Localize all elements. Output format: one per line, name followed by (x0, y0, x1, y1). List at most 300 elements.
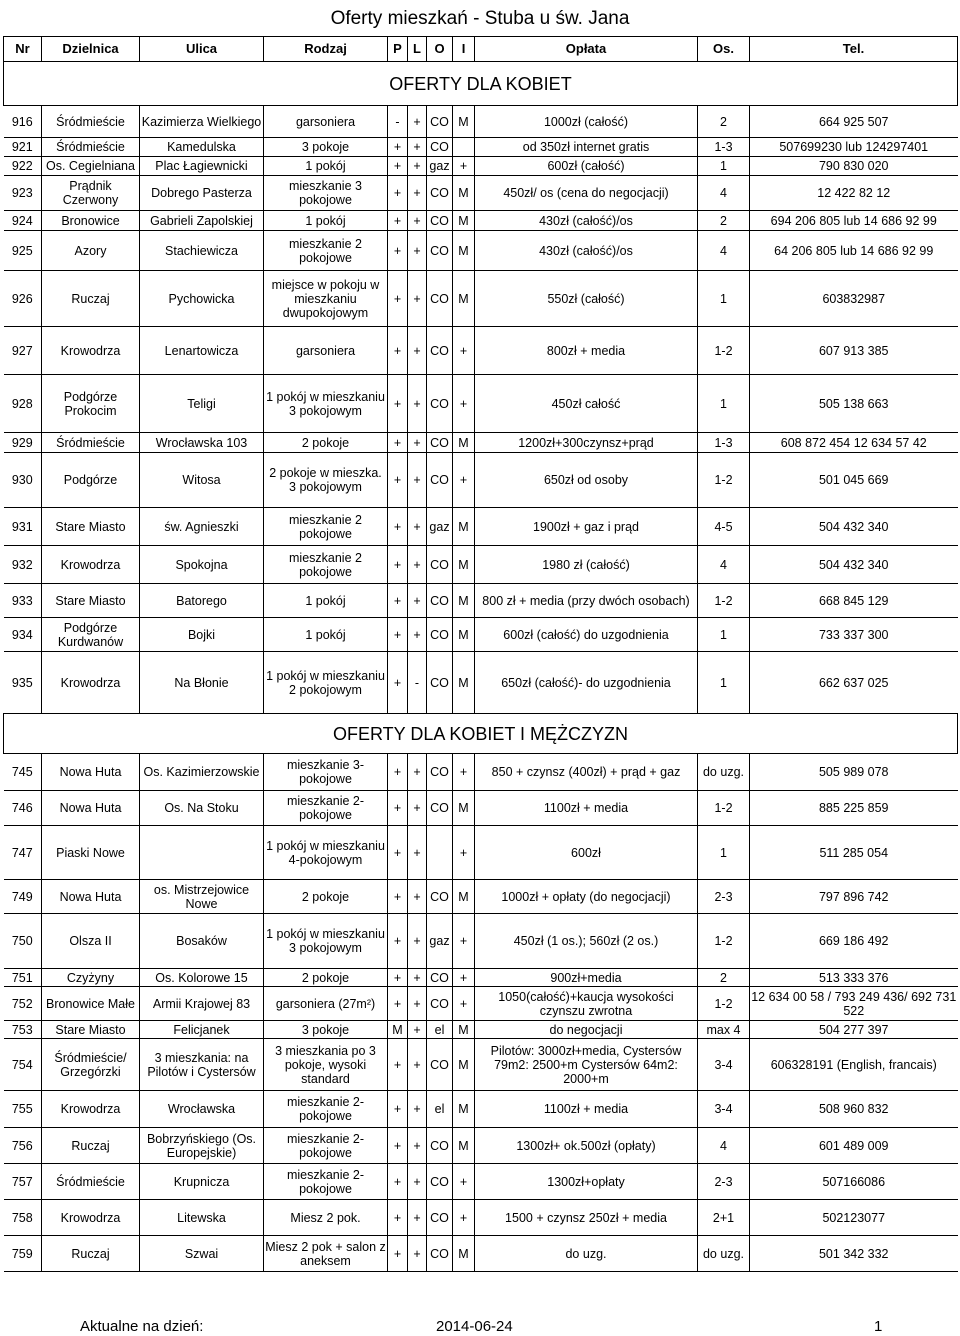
cell-nr: 745 (4, 754, 42, 791)
table-row (4, 1021, 958, 1039)
cell-street: Kazimierza Wielkiego (140, 106, 264, 138)
cell-p: + (388, 1164, 408, 1200)
cell-phone: 501 045 669 (750, 453, 958, 508)
cell-phone: 507699230 lub 124297401 (750, 138, 958, 157)
cell-fee: 1050(całość)+kaucja wysokości czynszu zwrotna (475, 987, 698, 1021)
column-header-street: Ulica (140, 37, 264, 62)
cell-o: CO (427, 231, 453, 271)
cell-i: + (453, 754, 475, 791)
cell-o: CO (427, 1236, 453, 1272)
cell-type: Miesz 2 pok + salon z aneksem (264, 1236, 388, 1272)
cell-type: 1 pokój (264, 584, 388, 618)
cell-nr: 746 (4, 791, 42, 826)
cell-fee: 600zł (całość) (475, 157, 698, 176)
cell-phone: 504 277 397 (750, 1021, 958, 1039)
cell-district: Nowa Huta (42, 880, 140, 914)
cell-nr: 933 (4, 584, 42, 618)
table-row (4, 584, 958, 618)
cell-o: CO (427, 327, 453, 375)
table-row (4, 1164, 958, 1200)
cell-l: + (408, 157, 427, 176)
cell-phone: 513 333 376 (750, 969, 958, 987)
cell-persons: do uzg. (698, 1236, 750, 1272)
table-body (4, 62, 958, 1272)
cell-i (453, 138, 475, 157)
cell-fee: 800 zł + media (przy dwóch osobach) (475, 584, 698, 618)
footer-date: 2014-06-24 (436, 1318, 513, 1335)
cell-district: Stare Miasto (42, 584, 140, 618)
cell-district: Nowa Huta (42, 754, 140, 791)
cell-phone: 501 342 332 (750, 1236, 958, 1272)
cell-l: + (408, 618, 427, 652)
cell-l: + (408, 327, 427, 375)
cell-type: miejsce w pokoju w mieszkaniu dwupokojowym (264, 271, 388, 327)
cell-type: 3 pokoje (264, 138, 388, 157)
cell-phone: 606328191 (English, francais) (750, 1039, 958, 1091)
cell-i: M (453, 231, 475, 271)
table-row (4, 375, 958, 433)
cell-persons: 1 (698, 375, 750, 433)
column-header-o: O (427, 37, 453, 62)
cell-district: Ruczaj (42, 1128, 140, 1164)
cell-street (140, 826, 264, 880)
cell-nr: 934 (4, 618, 42, 652)
cell-street: Batorego (140, 584, 264, 618)
cell-l: + (408, 584, 427, 618)
cell-p: + (388, 453, 408, 508)
cell-street: 3 mieszkania: na Pilotów i Cystersów (140, 1039, 264, 1091)
cell-l: + (408, 211, 427, 231)
cell-street: Lenartowicza (140, 327, 264, 375)
table-row (4, 138, 958, 157)
cell-persons: 3-4 (698, 1091, 750, 1128)
cell-i: M (453, 433, 475, 453)
cell-p: + (388, 157, 408, 176)
cell-p: + (388, 969, 408, 987)
cell-phone: 607 913 385 (750, 327, 958, 375)
cell-o: CO (427, 880, 453, 914)
cell-o: CO (427, 618, 453, 652)
cell-persons: 1-2 (698, 914, 750, 969)
cell-street: Kamedulska (140, 138, 264, 157)
column-header-type: Rodzaj (264, 37, 388, 62)
cell-district: Stare Miasto (42, 508, 140, 546)
header-row (4, 37, 958, 62)
cell-phone: 508 960 832 (750, 1091, 958, 1128)
cell-type: Miesz 2 pok. (264, 1200, 388, 1236)
cell-o (427, 826, 453, 880)
cell-o: CO (427, 453, 453, 508)
cell-l: + (408, 1200, 427, 1236)
cell-o: CO (427, 176, 453, 211)
cell-nr: 747 (4, 826, 42, 880)
cell-fee: do uzg. (475, 1236, 698, 1272)
cell-phone: 504 432 340 (750, 508, 958, 546)
cell-district: Ruczaj (42, 271, 140, 327)
cell-i: + (453, 1200, 475, 1236)
cell-p: - (388, 106, 408, 138)
cell-phone: 502123077 (750, 1200, 958, 1236)
cell-street: Bobrzyńskiego (Os. Europejskie) (140, 1128, 264, 1164)
cell-type: 1 pokój w mieszkaniu 2 pokojowym (264, 652, 388, 714)
cell-fee: 650zł od osoby (475, 453, 698, 508)
cell-o: CO (427, 375, 453, 433)
cell-type: 2 pokoje (264, 969, 388, 987)
cell-type: garsoniera (264, 106, 388, 138)
cell-district: Azory (42, 231, 140, 271)
cell-p: + (388, 1200, 408, 1236)
cell-fee: 1100zł + media (475, 791, 698, 826)
cell-street: Armii Krajowej 83 (140, 987, 264, 1021)
cell-i: + (453, 987, 475, 1021)
cell-p: + (388, 375, 408, 433)
cell-i: M (453, 106, 475, 138)
cell-persons: 4 (698, 546, 750, 584)
cell-p: + (388, 880, 408, 914)
cell-persons: 2 (698, 969, 750, 987)
cell-p: + (388, 987, 408, 1021)
cell-i: M (453, 546, 475, 584)
cell-district: Olsza II (42, 914, 140, 969)
cell-type: mieszkanie 3 pokojowe (264, 176, 388, 211)
cell-phone: 511 285 054 (750, 826, 958, 880)
cell-o: gaz (427, 914, 453, 969)
cell-p: + (388, 1039, 408, 1091)
cell-type: mieszkanie 2 pokojowe (264, 508, 388, 546)
cell-phone: 504 432 340 (750, 546, 958, 584)
cell-phone: 664 925 507 (750, 106, 958, 138)
table-row (4, 453, 958, 508)
cell-street: św. Agnieszki (140, 508, 264, 546)
cell-type: mieszkanie 2-pokojowe (264, 1164, 388, 1200)
cell-i: M (453, 880, 475, 914)
cell-persons: 4 (698, 1128, 750, 1164)
cell-persons: 3-4 (698, 1039, 750, 1091)
cell-i: M (453, 508, 475, 546)
cell-o: CO (427, 271, 453, 327)
cell-l: + (408, 754, 427, 791)
cell-street: Stachiewicza (140, 231, 264, 271)
page-number: 1 (874, 1318, 883, 1335)
cell-type: 1 pokój (264, 618, 388, 652)
cell-district: Prądnik Czerwony (42, 176, 140, 211)
cell-l: + (408, 508, 427, 546)
cell-i: M (453, 584, 475, 618)
cell-l: + (408, 546, 427, 584)
cell-phone: 601 489 009 (750, 1128, 958, 1164)
table-row (4, 157, 958, 176)
table-row (4, 969, 958, 987)
cell-phone: 505 989 078 (750, 754, 958, 791)
table-row (4, 1091, 958, 1128)
cell-l: + (408, 1236, 427, 1272)
cell-fee: 430zł (całość)/os (475, 231, 698, 271)
cell-street: Litewska (140, 1200, 264, 1236)
cell-fee: 800zł + media (475, 327, 698, 375)
cell-i: M (453, 211, 475, 231)
cell-o: CO (427, 106, 453, 138)
cell-p: + (388, 1128, 408, 1164)
section-title: OFERTY DLA KOBIET (4, 62, 958, 106)
cell-o: gaz (427, 508, 453, 546)
cell-persons: 2+1 (698, 1200, 750, 1236)
cell-type: 2 pokoje w mieszka. 3 pokojowym (264, 453, 388, 508)
cell-persons: 1-2 (698, 327, 750, 375)
cell-l: + (408, 433, 427, 453)
cell-nr: 751 (4, 969, 42, 987)
cell-persons: 2 (698, 106, 750, 138)
cell-persons: 1 (698, 618, 750, 652)
cell-p: + (388, 176, 408, 211)
cell-o: CO (427, 1039, 453, 1091)
cell-l: + (408, 987, 427, 1021)
cell-fee: Pilotów: 3000zł+media, Cystersów 79m2: 2500+m Cystersów 64m2: 2000+m (475, 1039, 698, 1091)
cell-l: + (408, 176, 427, 211)
table-row (4, 1236, 958, 1272)
table-row (4, 880, 958, 914)
cell-type: 2 pokoje (264, 433, 388, 453)
cell-o: el (427, 1021, 453, 1039)
cell-nr: 749 (4, 880, 42, 914)
column-header-p: P (388, 37, 408, 62)
cell-p: + (388, 211, 408, 231)
table-row (4, 1200, 958, 1236)
cell-district: Podgórze Prokocim (42, 375, 140, 433)
cell-nr: 927 (4, 327, 42, 375)
cell-l: + (408, 791, 427, 826)
cell-street: Wrocławska (140, 1091, 264, 1128)
cell-type: mieszkanie 2 pokojowe (264, 546, 388, 584)
cell-fee: 1300zł+opłaty (475, 1164, 698, 1200)
cell-l: + (408, 1021, 427, 1039)
cell-street: Krupnicza (140, 1164, 264, 1200)
column-header-fee: Opłata (475, 37, 698, 62)
cell-persons: 4-5 (698, 508, 750, 546)
cell-street: Os. Kazimierzowskie (140, 754, 264, 791)
cell-l: + (408, 231, 427, 271)
cell-i: + (453, 1164, 475, 1200)
cell-o: CO (427, 584, 453, 618)
section-header (4, 714, 958, 754)
cell-l: - (408, 652, 427, 714)
cell-nr: 932 (4, 546, 42, 584)
cell-type: mieszkanie 2 pokojowe (264, 231, 388, 271)
cell-district: Stare Miasto (42, 1021, 140, 1039)
cell-phone: 505 138 663 (750, 375, 958, 433)
cell-fee: 850 + czynsz (400zł) + prąd + gaz (475, 754, 698, 791)
cell-phone: 64 206 805 lub 14 686 92 99 (750, 231, 958, 271)
cell-type: 3 pokoje (264, 1021, 388, 1039)
cell-fee: 1000zł (całość) (475, 106, 698, 138)
cell-persons: 2 (698, 211, 750, 231)
cell-phone: 733 337 300 (750, 618, 958, 652)
table-row (4, 327, 958, 375)
cell-district: Czyżyny (42, 969, 140, 987)
cell-o: CO (427, 1128, 453, 1164)
cell-nr: 923 (4, 176, 42, 211)
cell-district: Śródmieście (42, 106, 140, 138)
section-title: OFERTY DLA KOBIET I MĘŻCZYZN (4, 714, 958, 754)
cell-district: Śródmieście (42, 1164, 140, 1200)
cell-phone: 507166086 (750, 1164, 958, 1200)
cell-phone: 797 896 742 (750, 880, 958, 914)
cell-fee: 600zł (całość) do uzgodnienia (475, 618, 698, 652)
cell-p: + (388, 754, 408, 791)
cell-fee: 1200zł+300czynsz+prąd (475, 433, 698, 453)
cell-l: + (408, 880, 427, 914)
cell-nr: 928 (4, 375, 42, 433)
cell-nr: 922 (4, 157, 42, 176)
cell-district: Krowodrza (42, 1200, 140, 1236)
cell-i: + (453, 969, 475, 987)
column-header-nr: Nr (4, 37, 42, 62)
cell-street: Teligi (140, 375, 264, 433)
cell-district: Śródmieście/ Grzegórzki (42, 1039, 140, 1091)
cell-phone: 12 422 82 12 (750, 176, 958, 211)
footer-label: Aktualne na dzień: (80, 1318, 204, 1335)
cell-i: M (453, 1236, 475, 1272)
cell-p: + (388, 546, 408, 584)
cell-p: + (388, 791, 408, 826)
cell-street: Szwai (140, 1236, 264, 1272)
cell-nr: 754 (4, 1039, 42, 1091)
cell-type: 1 pokój (264, 157, 388, 176)
cell-i: M (453, 1091, 475, 1128)
cell-persons: 1 (698, 826, 750, 880)
cell-district: Podgórze (42, 453, 140, 508)
cell-district: Krowodrza (42, 327, 140, 375)
cell-p: + (388, 271, 408, 327)
cell-fee: do negocjacji (475, 1021, 698, 1039)
cell-nr: 755 (4, 1091, 42, 1128)
cell-p: + (388, 231, 408, 271)
cell-persons: 4 (698, 231, 750, 271)
cell-nr: 752 (4, 987, 42, 1021)
cell-nr: 924 (4, 211, 42, 231)
cell-fee: 1100zł + media (475, 1091, 698, 1128)
cell-fee: 1980 zł (całość) (475, 546, 698, 584)
cell-o: CO (427, 969, 453, 987)
cell-persons: 2-3 (698, 1164, 750, 1200)
cell-district: Piaski Nowe (42, 826, 140, 880)
cell-i: M (453, 791, 475, 826)
cell-fee: 650zł (całość)- do uzgodnienia (475, 652, 698, 714)
column-header-i: I (453, 37, 475, 62)
cell-type: mieszkanie 2-pokojowe (264, 791, 388, 826)
cell-l: + (408, 375, 427, 433)
cell-nr: 916 (4, 106, 42, 138)
column-header-district: Dzielnica (42, 37, 140, 62)
cell-type: garsoniera (27m²) (264, 987, 388, 1021)
cell-l: + (408, 1164, 427, 1200)
cell-persons: 1 (698, 271, 750, 327)
cell-district: Krowodrza (42, 1091, 140, 1128)
cell-fee: 1300zł+ ok.500zł (opłaty) (475, 1128, 698, 1164)
table-row (4, 652, 958, 714)
cell-type: mieszkanie 2-pokojowe (264, 1091, 388, 1128)
cell-i: + (453, 914, 475, 969)
table-row (4, 271, 958, 327)
cell-phone: 885 225 859 (750, 791, 958, 826)
table-row (4, 106, 958, 138)
cell-district: Bronowice Małe (42, 987, 140, 1021)
cell-p: + (388, 1091, 408, 1128)
cell-type: garsoniera (264, 327, 388, 375)
table-row (4, 1128, 958, 1164)
cell-persons: 1-3 (698, 433, 750, 453)
cell-street: Witosa (140, 453, 264, 508)
cell-street: Felicjanek (140, 1021, 264, 1039)
cell-i: + (453, 375, 475, 433)
cell-l: + (408, 969, 427, 987)
cell-p: + (388, 652, 408, 714)
cell-fee: 1900zł + gaz i prąd (475, 508, 698, 546)
cell-l: + (408, 138, 427, 157)
cell-district: Nowa Huta (42, 791, 140, 826)
cell-i: M (453, 176, 475, 211)
cell-nr: 925 (4, 231, 42, 271)
cell-street: Spokojna (140, 546, 264, 584)
cell-p: + (388, 914, 408, 969)
table-row (4, 618, 958, 652)
cell-fee: 450zł/ os (cena do negocjacji) (475, 176, 698, 211)
cell-fee: 550zł (całość) (475, 271, 698, 327)
cell-o: gaz (427, 157, 453, 176)
table-row (4, 546, 958, 584)
cell-district: Krowodrza (42, 546, 140, 584)
cell-type: mieszkanie 3-pokojowe (264, 754, 388, 791)
cell-persons: 1-2 (698, 987, 750, 1021)
cell-o: CO (427, 433, 453, 453)
cell-phone: 662 637 025 (750, 652, 958, 714)
cell-nr: 753 (4, 1021, 42, 1039)
cell-persons: 1-2 (698, 453, 750, 508)
cell-phone: 608 872 454 12 634 57 42 (750, 433, 958, 453)
cell-nr: 931 (4, 508, 42, 546)
table-row (4, 1039, 958, 1091)
cell-p: + (388, 1236, 408, 1272)
column-header-persons: Os. (698, 37, 750, 62)
cell-o: CO (427, 1200, 453, 1236)
cell-o: CO (427, 791, 453, 826)
table-row (4, 433, 958, 453)
cell-i: M (453, 271, 475, 327)
cell-p: M (388, 1021, 408, 1039)
cell-i: M (453, 652, 475, 714)
page-title: Oferty mieszkań - Stuba u św. Jana (330, 8, 630, 29)
cell-l: + (408, 453, 427, 508)
cell-fee: 900zł+media (475, 969, 698, 987)
cell-i: + (453, 453, 475, 508)
cell-street: Na Błonie (140, 652, 264, 714)
cell-district: Bronowice (42, 211, 140, 231)
cell-nr: 935 (4, 652, 42, 714)
cell-phone: 12 634 00 58 / 793 249 436/ 692 731 522 (750, 987, 958, 1021)
cell-district: Śródmieście (42, 138, 140, 157)
cell-o: CO (427, 138, 453, 157)
cell-district: Krowodrza (42, 652, 140, 714)
table-row (4, 826, 958, 880)
cell-o: CO (427, 652, 453, 714)
cell-l: + (408, 271, 427, 327)
cell-type: 1 pokój w mieszkaniu 4-pokojowym (264, 826, 388, 880)
cell-district: Os. Cegielniana (42, 157, 140, 176)
cell-p: + (388, 584, 408, 618)
cell-street: Plac Łagiewnicki (140, 157, 264, 176)
cell-nr: 756 (4, 1128, 42, 1164)
cell-phone: 668 845 129 (750, 584, 958, 618)
cell-p: + (388, 826, 408, 880)
